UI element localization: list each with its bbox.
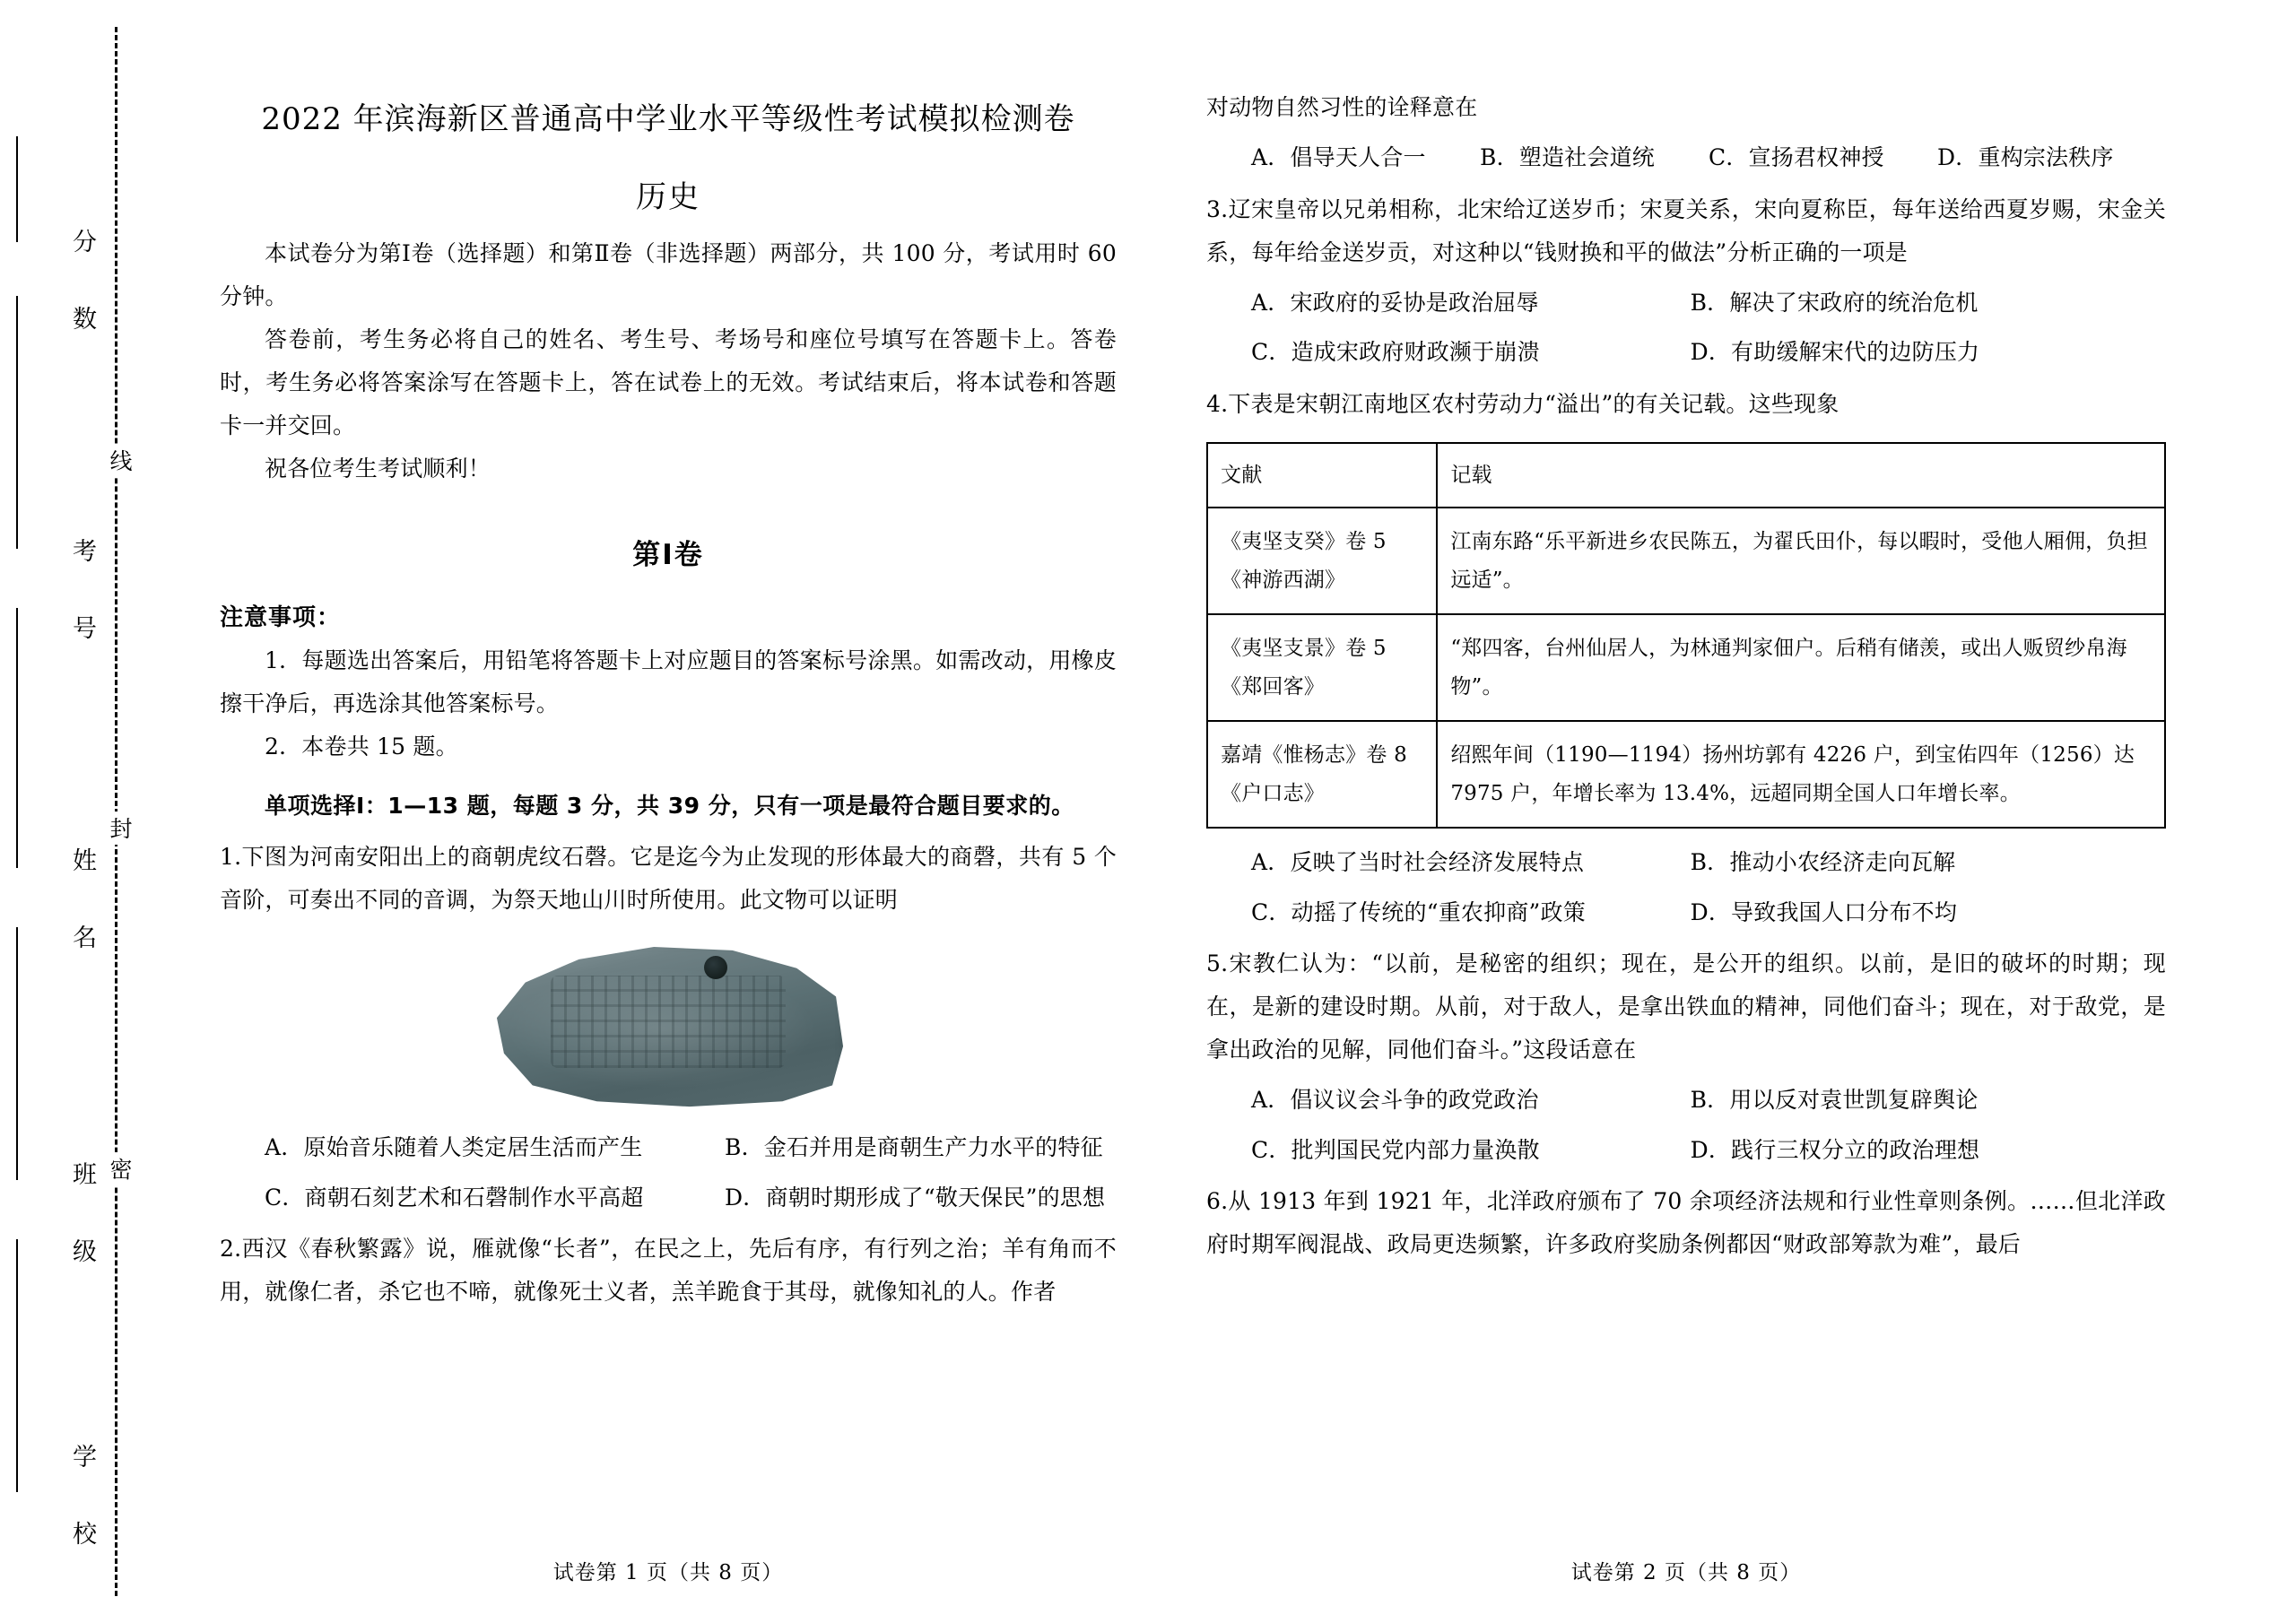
- seal-strip: [0, 0, 202, 1623]
- question-4-number: 4.: [1206, 390, 1229, 417]
- intro-paragraph-1: 本试卷分为第Ⅰ卷（选择题）和第Ⅱ卷（非选择题）两部分，共 100 分，考试用时 60 分钟。: [220, 239, 1117, 309]
- question-2-text: 西汉《春秋繁露》说，雁就像“长者”，在民之上，先后有序，有行列之治；羊有角而不用，就像仁者，杀它也不啼，就像死士义者，羔羊跪食于其母，就像知礼的人。作者: [220, 1236, 1117, 1306]
- page-1-column: [202, 0, 1170, 1623]
- question-4-text: 下表是宋朝江南地区农村劳动力“溢出”的有关记载。这些现象: [1228, 390, 1839, 417]
- question-4-stem: [1206, 383, 2166, 426]
- question-3-options-row-2: [1206, 331, 2166, 374]
- seal-rule-4: [16, 1239, 18, 1492]
- question-1-figure: [220, 936, 1117, 1117]
- seal-word-line: 线: [109, 444, 131, 477]
- question-5-stem: [1206, 942, 2166, 1072]
- page-2-footer: 试卷第 2 页（共 8 页）: [1570, 1561, 1802, 1584]
- seal-rule-2: [16, 608, 18, 868]
- question-3-stem: [1206, 188, 2166, 274]
- question-4-options-row-2: [1206, 891, 2166, 934]
- question-3-option-b[interactable]: B．解决了宋政府的统治危机: [1690, 289, 1979, 316]
- question-1-option-d[interactable]: D．商朝时期形成了“敬天保民”的思想: [725, 1184, 1106, 1211]
- table-header-record: 记载: [1437, 443, 2165, 508]
- question-2-option-a[interactable]: A．倡导天人合一: [1251, 144, 1426, 170]
- table-cell-source-2: 《夷坚支景》卷 5 《郑回客》: [1207, 614, 1437, 721]
- question-2-options-row: [1206, 136, 2166, 179]
- question-1-option-b[interactable]: B．金石并用是商朝生产力水平的特征: [725, 1134, 1103, 1161]
- question-5-text: 宋教仁认为：“以前，是秘密的组织；现在，是公开的组织。以前，是旧的破坏的时期；现在，是新的建设时期。从前，对于敌人，是拿出铁血的精神，同他们奋斗；现在，对于敌党，是拿出政治的见解，同他们奋斗。”这段话意在: [1206, 950, 2166, 1063]
- seal-label-score: 分 数: [68, 229, 96, 343]
- question-6-text: 从 1913 年到 1921 年，北洋政府颁布了 70 余项经济法规和行业性章则条例。……但北洋政府时期军阀混战、政局更迭频繁，许多政府奖励条例都因“财政部筹款为难”，最后: [1206, 1188, 2166, 1258]
- question-2-number: 2.: [220, 1236, 242, 1263]
- shang-tiger-chime-stone-image: [490, 936, 847, 1114]
- question-2-continued-stem: 对动物自然习性的诠释意在: [1206, 94, 1478, 120]
- seal-rule-3: [16, 927, 18, 1180]
- question-5-option-a[interactable]: A．倡议议会斗争的政党政治: [1251, 1087, 1539, 1114]
- question-3-option-a[interactable]: A．宋政府的妥协是政治屈辱: [1251, 289, 1539, 316]
- question-2-option-b[interactable]: B．塑造社会道统: [1480, 144, 1655, 170]
- page-title: 2022 年滨海新区普通高中学业水平等级性考试模拟检测卷: [261, 101, 1075, 137]
- question-2-stem: [220, 1228, 1117, 1314]
- part-lead-single-choice: 单项选择Ⅰ：1—13 题，每题 3 分，共 39 分，只有一项是最符合题目要求的。: [265, 792, 1074, 819]
- question-5-option-c[interactable]: C．批判国民党内部力量涣散: [1251, 1136, 1540, 1163]
- notice-item-2: 2．本卷共 15 题。: [265, 733, 458, 759]
- seal-label-name: 姓 名: [68, 847, 96, 961]
- question-1-options-row-2: [220, 1176, 1117, 1219]
- table-cell-record-3: 绍熙年间（1190—1194）扬州坊郭有 4226 户，到宝佑四年（1256）达 7975 户，年增长率为 13.4%，远超同期全国人口年增长率。: [1437, 721, 2165, 828]
- page-2-column: [1170, 0, 2229, 1623]
- table-row: [1207, 721, 2165, 828]
- notice-heading: 注意事项：: [220, 603, 342, 631]
- question-6-number: 6.: [1206, 1188, 1229, 1215]
- question-5-options-row-2: [1206, 1129, 2166, 1172]
- question-1-options-row-1: [220, 1126, 1117, 1169]
- seal-rule-1: [16, 296, 18, 549]
- question-3-option-c[interactable]: C．造成宋政府财政濒于崩溃: [1251, 339, 1540, 365]
- question-3-text: 辽宋皇帝以兄弟相称，北宋给辽送岁币；宋夏关系，宋向夏称臣，每年送给西夏岁赐，宋金关系，每年给金送岁贡，对这种以“钱财换和平的做法”分析正确的一项是: [1206, 195, 2166, 265]
- question-4-options-row-1: [1206, 841, 2166, 884]
- question-1-option-c[interactable]: C．商朝石刻艺术和石磬制作水平高超: [265, 1184, 644, 1211]
- table-cell-source-3: 嘉靖《惟杨志》卷 8《户口志》: [1207, 721, 1437, 828]
- question-1-option-a[interactable]: A．原始音乐随着人类定居生活而产生: [265, 1134, 643, 1161]
- seal-word-mi: 密: [109, 1152, 131, 1185]
- intro-paragraph-3: 祝各位考生考试顺利！: [265, 455, 491, 482]
- question-4-option-d[interactable]: D．导致我国人口分布不均: [1690, 898, 1958, 925]
- question-4-source-table: [1206, 442, 2166, 829]
- question-1-number: 1.: [220, 844, 242, 871]
- question-4-option-a[interactable]: A．反映了当时社会经济发展特点: [1251, 849, 1585, 876]
- question-2-option-d[interactable]: D．重构宗法秩序: [1937, 144, 2114, 170]
- question-6-stem: [1206, 1180, 2166, 1266]
- question-3-number: 3.: [1206, 195, 1229, 222]
- table-row: [1207, 614, 2165, 721]
- question-5-number: 5.: [1206, 950, 1229, 977]
- seal-label-exam-no: 考 号: [68, 538, 96, 652]
- question-5-option-d[interactable]: D．践行三权分立的政治理想: [1690, 1136, 1980, 1163]
- seal-word-feng: 封: [109, 812, 131, 845]
- question-5-options-row-1: [1206, 1079, 2166, 1122]
- seal-label-class: 班 级: [68, 1161, 96, 1275]
- question-1-text: 下图为河南安阳出上的商朝虎纹石磬。它是迄今为止发现的形体最大的商磬，共有 5 个音阶，可奏出不同的音调，为祭天地山川时所使用。此文物可以证明: [220, 844, 1117, 914]
- intro-paragraph-2: 答卷前，考生务必将自己的姓名、考生号、考场号和座位号填写在答题卡上。答卷时，考生务必将答案涂写在答题卡上，答在试卷上的无效。考试结束后，将本试卷和答题卡一并交回。: [220, 325, 1117, 438]
- table-cell-record-1: 江南东路“乐平新进乡农民陈五，为翟氏田仆，每以暇时，受他人厢佣，负担远适”。: [1437, 508, 2165, 614]
- section-title-part-1: 第Ⅰ卷: [632, 538, 704, 571]
- question-4-option-c[interactable]: C．动摇了传统的“重农抑商”政策: [1251, 898, 1586, 925]
- question-4-option-b[interactable]: B．推动小农经济走向瓦解: [1690, 849, 1956, 876]
- question-3-option-d[interactable]: D．有助缓解宋代的边防压力: [1690, 339, 1980, 365]
- table-cell-source-1: 《夷坚支癸》卷 5 《神游西湖》: [1207, 508, 1437, 614]
- page-1-footer: 试卷第 1 页（共 8 页）: [552, 1561, 784, 1584]
- question-5-option-b[interactable]: B．用以反对袁世凯复辟舆论: [1690, 1087, 1979, 1114]
- notice-item-1: 1．每题选出答案后，用铅笔将答题卡上对应题目的答案标号涂黑。如需改动，用橡皮擦干净后，再选涂其他答案标号。: [220, 647, 1117, 716]
- table-header-row: [1207, 443, 2165, 508]
- question-3-options-row-1: [1206, 282, 2166, 325]
- seal-label-school: 学 校: [68, 1444, 96, 1558]
- subject-title: 历史: [636, 178, 700, 215]
- table-header-source: 文献: [1207, 443, 1437, 508]
- table-row: [1207, 508, 2165, 614]
- table-cell-record-2: “郑四客，台州仙居人，为林通判家佃户。后稍有储羡，或出人贩贸纱帛海物”。: [1437, 614, 2165, 721]
- question-1-stem: [220, 836, 1117, 922]
- seal-rule-0: [16, 136, 18, 242]
- question-2-option-c[interactable]: C．宣扬君权神授: [1709, 144, 1884, 170]
